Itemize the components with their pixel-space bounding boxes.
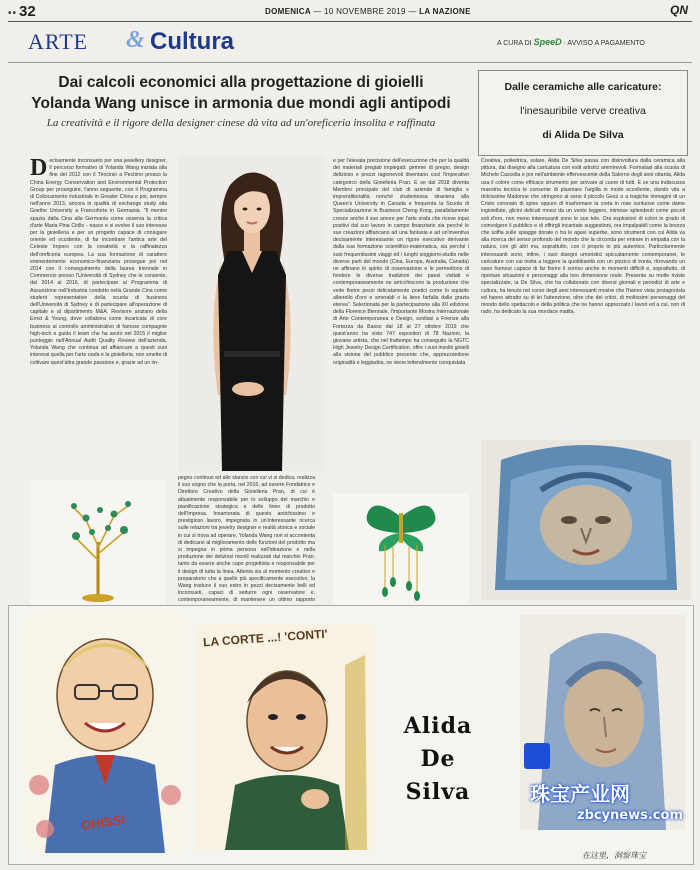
sidebar-column-text bbox=[481, 158, 685, 448]
section-title-arte: ARTE bbox=[28, 29, 89, 54]
photo-ceramic-face bbox=[481, 440, 691, 600]
dateline-sep1: — bbox=[313, 7, 322, 16]
article-column-3 bbox=[333, 158, 469, 490]
page-number-value: 32 bbox=[19, 3, 36, 20]
alida-de-silva-signature bbox=[390, 710, 486, 809]
signature-line3: Silva bbox=[405, 779, 471, 805]
watermark-cn: 珠宝产业网 bbox=[530, 782, 630, 806]
sidebar-body: Creativa, poliedrica, solare, Alida De Silva passa con disinvoltura dalla ceramica alla pittura, dal disegno alla caricatura con esiti artistici ammirevoli. Formatasi alla scuola di Michele Cascella e poi nell'ambiente effervescente della Salerno degli anni ottanta, Alida usa il colore come efficace strumento per arrivare al cuore di tutti. E se una indiscussa maestria tecnica le consente di plasmare l'argilla in modo eccellente, dando vita a dolcissime Madonne che stringono al seno il piccolo Gesù o a tragiche immagini di un Cristo coronato di spine oppure di trasformare la creta in rose sontuose come dame ingioiellate, glicini delicati mossi da un vento leggero, mimose splendenti come piccoli soli d'oro, non meno interessanti sono le sue tele. Ora esplosioni di colori in grado di coinvolgere il pubblico e di offrirgli incantate suggestioni, ora impalpabili come la brezza che soffia sulle spiagge dorate o tra le agavi superbe, sono strumenti con cui Alida va alla ricerca del senso profondo del mondo che la circonda per entrare in empatia con la natura, con gli altri ma, soprattutto, con il proprio io più autentico. Particolarmente interessanti sono, infine, i suoi disegni umoristici spiccatamente contemporanei, le caricature con cui invita a leggere la quotidianità con un pizzico di ironia, ritrovando un sano humour capace di far fiorire il sorriso anche in momenti difficili e, soprattutto, di riportare situazioni e personaggi alla loro dimensione reale. Presente su molte riviste specializzate, la De Silva, che ha collaborato con diversi giornali e periodici di arte e cultura, ha tenuto nel corso degli anni interessanti mostre che l'hanno vista protagonista ed hanno attratto su di lei l'attenzione, oltre che dei critici, di moltissimi personaggi del mondo dello spettacolo e della politica che ne hanno apprezzato i lavori ed a cui, non di rado, ha dedicato la sua mordace matita. bbox=[481, 158, 685, 316]
dateline bbox=[265, 7, 471, 16]
sidebar-title-line1: Dalle ceramiche alle caricature: bbox=[504, 81, 662, 93]
speed-logo: SpeeD bbox=[533, 37, 562, 47]
article-column-3-text: e per l'elevata precisione dell'esecuzione che per la qualità dei materiali pregiati impiegati: gemme di pregio, design delizioso e prezzi ragionevoli diventano così l'imperativo categorico della Gioielleria Pran. E se dal 2018 diventa Membro principale del club di aziende di famiglia e imprenditorialità nonché studentessa straniera alla Queen's University in Canada e frequenta la Scuola di Specializzazione in Business Cheng Kong, parallelamente cresce anche il suo amore per l'arte orafa che riceve input positivi dal suo lavoro in campo finanziario sia perché le sue creazioni affiancano ad una fantasia e ad un'inventiva decisamente interessante un rigore esecutivo derivante dalla sua formazione scientifico-matematica, sia perché i suoi frequentissimi viaggi ed i lunghi soggiorni-studio nelle diverse parti del mondo (Cina, Europa, Australia, Canada) ne affinano lo spirito di osservazione e le permettono di fondere le diverse tradizioni dei paesi visitati e contemporaneamente ne arricchiscono la produzione che vede fiorire pezzi delicatamente poetici come lo squisito alberello d'oro e smeraldi o la lieve farfalla dalla grazia eterea". Selezionata per la partecipazione alla XII edizione della Florence Biennale, l'importante Mostra Internazionale di Arte Contemporanea e Design, svoltasi a Firenze alla Fortezza da Basso dal 18 al 27 ottobre 2019 che quest'anno ha visto 747 espositori di 78 Nazioni, la giovane artista, che nel frattempo ha conseguito la NGTC High Jewelry Design Certification, offre i suoi insoliti gioielli alla visione del pubblico presente che, apprezzandone originalità e leggiadria, ne viene letteralmente conquistata bbox=[333, 158, 469, 366]
dateline-date: 10 NOVEMBRE 2019 bbox=[324, 7, 406, 16]
article-column-2 bbox=[178, 475, 315, 613]
sponsor-line bbox=[497, 37, 645, 47]
watermark-url: zbcynews.com bbox=[577, 808, 683, 823]
portrait-yolanda-wang bbox=[178, 155, 324, 471]
sidebar-box bbox=[478, 70, 688, 156]
drop-cap: D bbox=[30, 158, 48, 181]
article-subheadline: La creatività e il rigore della designer cinese dà vita ad un'oreficeria insolita e raffinata bbox=[46, 117, 436, 129]
headline-line2: Yolanda Wang unisce in armonia due mondi agli antipodi bbox=[31, 95, 451, 112]
caricature-left bbox=[25, 615, 185, 853]
sidebar-title-line3: di Alida De Silva bbox=[542, 129, 624, 141]
photo-gold-tree-jewel bbox=[30, 480, 166, 605]
article-headline bbox=[10, 72, 472, 114]
page-dots: •• bbox=[8, 8, 18, 19]
dateline-sep2: — bbox=[408, 7, 417, 16]
page-number bbox=[8, 3, 36, 20]
sponsor-prefix: A CURA DI bbox=[497, 40, 532, 47]
section-title-cultura: Cultura bbox=[150, 28, 234, 55]
qn-logo: QN bbox=[670, 3, 688, 17]
caricature-center bbox=[195, 625, 375, 850]
dateline-newspaper: LA NAZIONE bbox=[419, 7, 471, 16]
top-rule bbox=[8, 21, 692, 22]
section-rule bbox=[8, 62, 692, 63]
headline-line1: Dai calcoli economici alla progettazione di gioielli bbox=[58, 74, 424, 91]
signature-line2: De bbox=[420, 746, 456, 772]
caricature-sign-text: LA CORTE ...! 'CONTI' bbox=[202, 626, 328, 650]
sponsor-suffix: · AVVISO A PAGAMENTO bbox=[563, 40, 645, 47]
photo-butterfly-jewel bbox=[333, 493, 469, 605]
caricature-ohissi-text: OHISSI bbox=[80, 812, 126, 833]
article-column-1 bbox=[30, 158, 167, 476]
dateline-day: DOMENICA bbox=[265, 7, 311, 16]
caption-cn: 在这里，洞察珠宝 bbox=[582, 851, 646, 860]
article-column-1-text: ecisamente inconsueto per una jewellery designer, il percorso formativo di Yolanda Wang iniziata alla fine del 2012 con il Tirocinio a Pechino presso la China Energy Conservation and Environmental Protection Group per proseguire, l'anno seguente, con il Programma di Collocamento industriale in Greater China e poi, sempre nell'anno 2013, ancora in qualità di exchange study alla Goethe University a Francoforte in Germania. "Il mentre spazia dalla Cina alla Germania come osserva la critica d'arte Maria Pina Cirillo - nasce e si evolve il suo interesse per la gioielleria e per un progetto capace di coniugare oriente ed occidente, di far incontrare l'antica arte del Celeste Impero con la creatività e la raffinatezza dell'oreficeria europea. La sua formazione di carattere eminentemente economico-finanziaria prosegue poi nel 2014 con il conseguimento della laurea triennale in Commercio presso l'Università di Sydney che le consente, dal 2014 al 2016, di partecipare al Programma di Assunzione nell'Industria condotto nella Grande Cina come student representative della scuola di business dell'Università di Sydney e di partecipare all'operazione di capitale e al dipartimento M&A. Revisore anziano della Ernst & Young, dove collabora come incaricata di core business al controllo amministrativo di famose compagnie high-tech e guida il team che ha avuto nel 2015 il miglior punteggio nell'Annual Audit Quality Review dell'azienda, Yolanda Wang che continua ad affiancare a questi suoi interessi quella per l'arte orafa e la gioielleria, non smette di coltivare quest'altra grande passione e, grazie ad un im- bbox=[30, 158, 167, 366]
section-title-amp: & bbox=[126, 27, 145, 53]
sidebar-title-line2: l'inesauribile verve creativa bbox=[520, 105, 646, 117]
signature-line1: Alida bbox=[403, 713, 473, 739]
article-column-2-text: pegno continuo ed allo slancio con cui vi si dedica, realizza il suo sogno che la porta, nel 2016, ad essere Fondatrice e Direttore Creativo della Gioielleria Pran, di cui è attualmente responsabile per lo sviluppo del marchio e pianificazione strategica e delle linee di prodotto dell'Impresa. Innamorata di questo antichissimo e prestigioso lavoro, impegnata in un'interessante ricerca sulle relazioni tra jewelry designer e realtà storica e sociale in cui si trova ad operare, Yolanda Wang non si accontenta di dedicarsi al miglioramento delle funzioni del prodotto ma si impegna in prima persona nell'ideazione e nella produzione dei deliziosi monili realizzati dal marchio Pran: tanto da essere anche capo progettista e responsabile per il design di tutta la linea. Attenta sia al momento creativo e preparatorio che a quello più specificamente esecutivo, la Wang traduce il suo estro in pezzi decisamente belli ed inconsueti, capaci di sedurre ogni osservatore e, contemporaneamente, di mantenere un ottimo rapporto bbox=[178, 475, 315, 604]
watermark-badge-icon bbox=[524, 743, 550, 769]
